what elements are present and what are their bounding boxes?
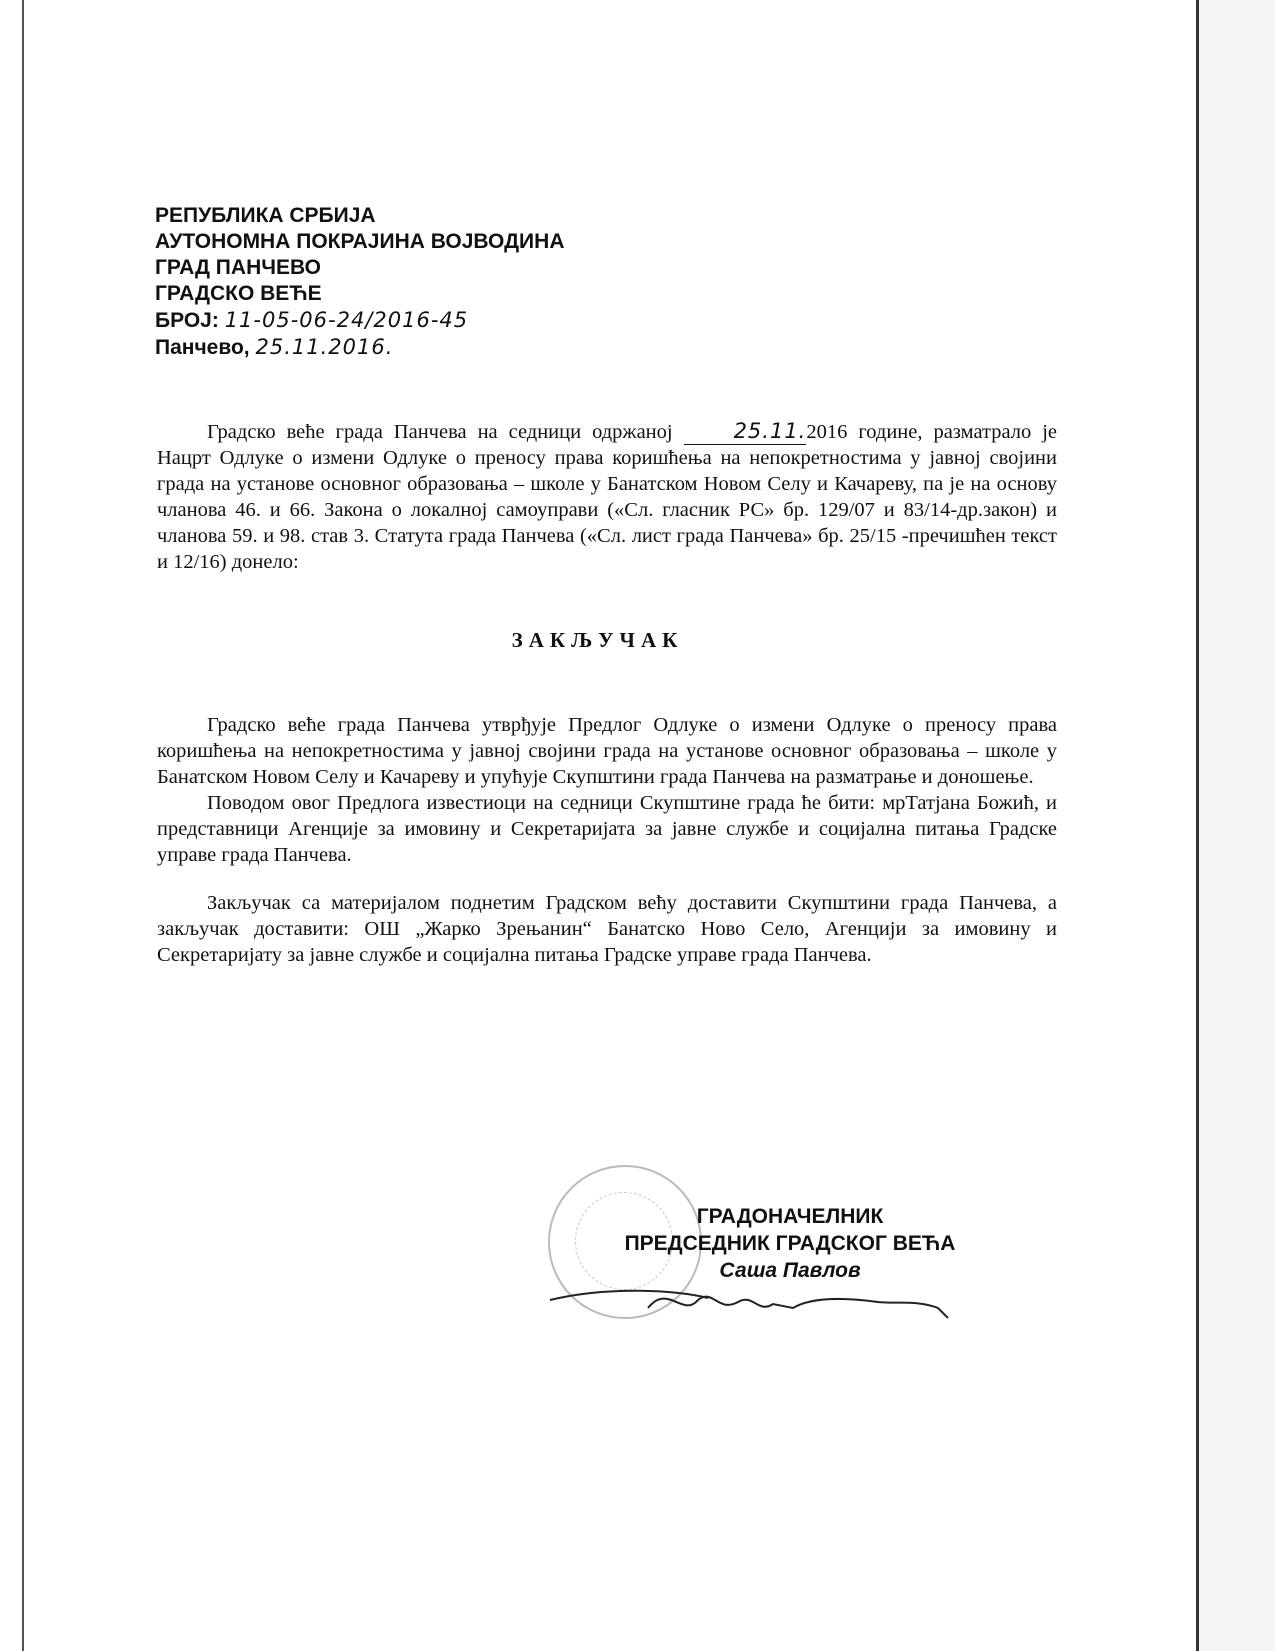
handwritten-number: 11-05-06-24/2016-45 <box>224 308 469 332</box>
conclusion-body <box>157 712 1057 968</box>
intro-paragraph: Градско веће града Панчева на седници одржаној 25.11.2016 године, разматрало је Нацрт Одлуке о измени Одлуке о преносу права коришћења на непокретностима у јавној својини града на установе основног образовања – школе у Банатском Новом Селу и Качареву, па је на основу чланова 46. и 66. Закона о локалној самоуправи («Сл. гласник РС» бр. 129/07 и 83/14-др.закон) и чланова 59. и 98. став 3. Статута града Панчева («Сл. лист града Панчева» бр. 25/15 -пречишћен текст и 12/16) донело: <box>157 419 1057 573</box>
header-line: РЕПУБЛИКА СРБИЈА <box>155 204 376 227</box>
handwritten-date: 25.11.2016. <box>255 335 394 359</box>
header-line: ГРАДСКО ВЕЋЕ <box>155 282 322 305</box>
paragraph: Закључак са материјалом поднетим Градском већу доставити Скупштини града Панчева, а закључак доставити: ОШ „Жарко Зрењанин“ Банатско Ново Село, Агенцији за имовину и Секретаријату за јавне службе и социјална питања Градске управе града Панчева. <box>157 892 1057 966</box>
header-line: АУТОНОМНА ПОКРАЈИНА ВОЈВОДИНА <box>155 230 565 253</box>
document-number: БРОЈ: 11-05-06-24/2016-45 <box>155 308 469 332</box>
handwritten-session-date: 25.11. <box>684 418 807 445</box>
paragraph: Поводом овог Предлога известиоци на седници Скупштине града ће бити: мрТатјана Божић, и представници Агенције за имовину и Секретаријата за јавне службе и социјална питања Градске управе града Панчева. <box>157 792 1057 866</box>
handwritten-signature <box>548 1278 968 1328</box>
document-title: ЗАКЉУЧАК <box>511 628 684 652</box>
header-line: ГРАД ПАНЧЕВО <box>155 256 321 279</box>
paragraph: Градско веће града Панчева утврђује Предлог Одлуке о измени Одлуке о преносу права коришћења на непокретностима у јавној својини града на установе основног образовања – школе у Банатском Новом Селу и Качареву и упућује Скупштини града Панчева на разматрање и доношење. <box>157 714 1057 788</box>
signatory-name: Саша Павлов <box>719 1259 861 1282</box>
scan-margin <box>1199 0 1275 1651</box>
document-date: Панчево, 25.11.2016. <box>155 335 394 359</box>
scan-edge-left <box>22 0 24 1651</box>
signature-block: ГРАДОНАЧЕЛНИК ПРЕДСЕДНИК ГРАДСКОГ ВЕЋА Саша Павлов <box>590 1203 990 1284</box>
document-header <box>155 203 564 361</box>
